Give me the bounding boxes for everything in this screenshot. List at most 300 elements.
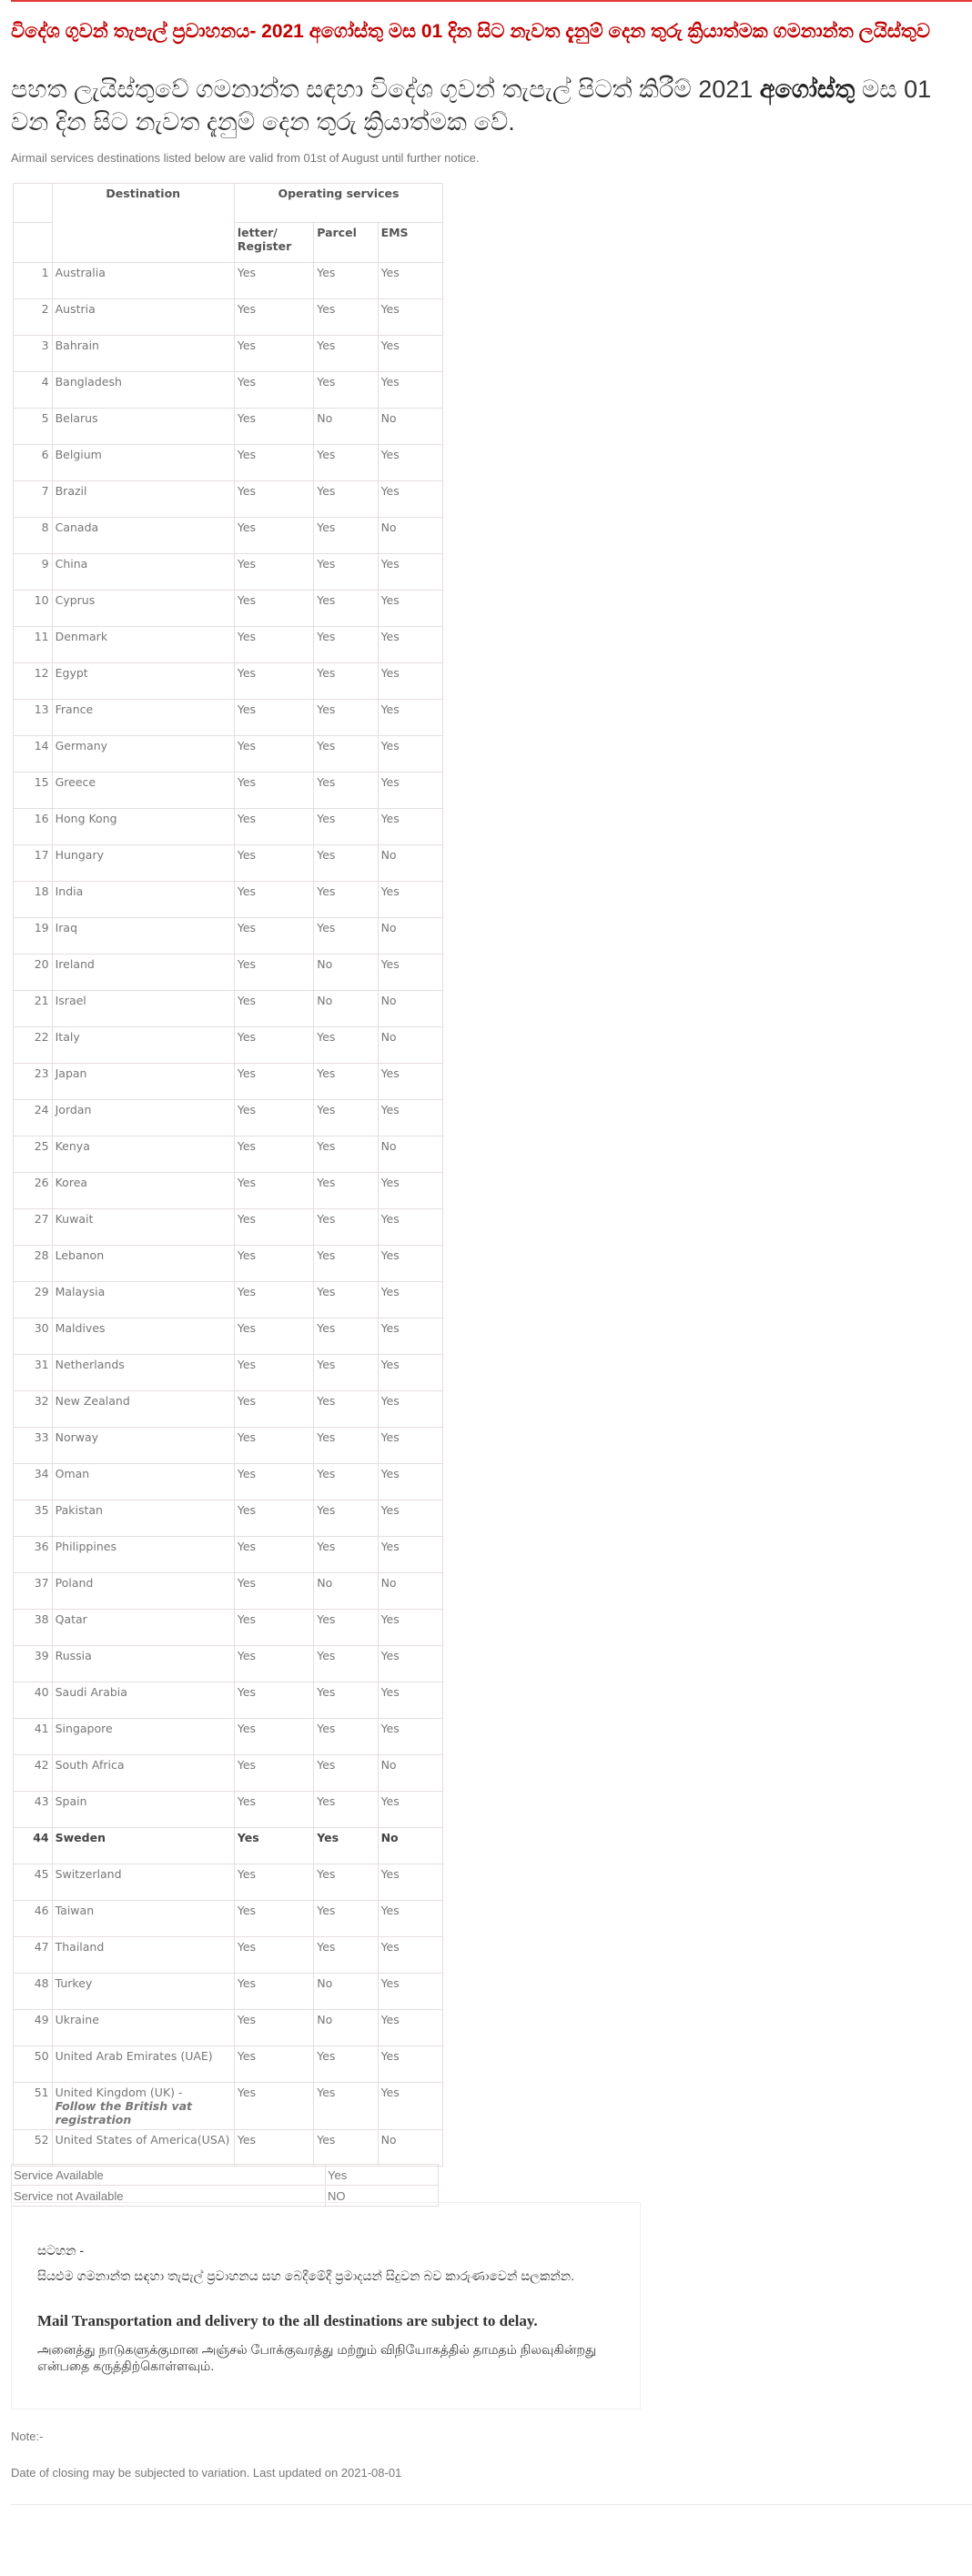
row-ems: Yes <box>378 336 442 372</box>
table-row <box>14 1646 443 1682</box>
row-ems: Yes <box>378 1610 442 1646</box>
row-ems: Yes <box>378 773 442 809</box>
row-parcel: Yes <box>314 845 378 882</box>
row-destination: Netherlands <box>52 1355 234 1391</box>
row-destination: France <box>52 700 234 736</box>
row-parcel: Yes <box>314 663 378 700</box>
row-parcel: Yes <box>314 1682 378 1719</box>
table-row <box>14 481 443 518</box>
row-destination: Israel <box>52 991 234 1027</box>
intro-text: Airmail services destinations listed below are valid from 01st of August until further notice. <box>11 151 480 165</box>
row-index: 17 <box>14 845 53 882</box>
row-letter-register: Yes <box>234 1209 313 1246</box>
row-ems: Yes <box>378 809 442 845</box>
table-row <box>14 299 443 336</box>
row-destination: New Zealand <box>52 1391 234 1428</box>
row-ems: Yes <box>378 882 442 918</box>
table-row <box>14 1974 443 2010</box>
row-ems: Yes <box>378 627 442 663</box>
row-destination: Egypt <box>52 663 234 700</box>
table-row <box>14 1537 443 1573</box>
row-destination: Saudi Arabia <box>52 1682 234 1719</box>
row-index: 38 <box>14 1610 53 1646</box>
table-row <box>14 1246 443 1282</box>
row-destination: Belgium <box>52 445 234 481</box>
row-index: 33 <box>14 1428 53 1464</box>
row-index: 49 <box>14 2010 53 2046</box>
table-body <box>14 263 443 2167</box>
row-destination: Ukraine <box>52 2010 234 2046</box>
row-parcel: Yes <box>314 554 378 591</box>
row-index: 29 <box>14 1282 53 1318</box>
row-index: 19 <box>14 918 53 955</box>
row-index: 21 <box>14 991 53 1027</box>
row-destination: Kuwait <box>52 1209 234 1246</box>
row-parcel: Yes <box>314 1209 378 1246</box>
row-ems: Yes <box>378 1682 442 1719</box>
row-destination: Korea <box>52 1173 234 1209</box>
row-ems: Yes <box>378 2010 442 2046</box>
table-row <box>14 1100 443 1136</box>
row-index: 42 <box>14 1755 53 1792</box>
row-ems: Yes <box>378 1792 442 1828</box>
row-letter-register: Yes <box>234 1173 313 1209</box>
row-parcel: Yes <box>314 1391 378 1428</box>
row-index: 5 <box>14 409 53 445</box>
table-row <box>14 263 443 299</box>
row-destination: Russia <box>52 1646 234 1682</box>
table-row <box>14 700 443 736</box>
row-ems: No <box>378 518 442 554</box>
row-parcel: No <box>314 991 378 1027</box>
row-parcel: Yes <box>314 1755 378 1792</box>
row-parcel: Yes <box>314 1464 378 1500</box>
table-row <box>14 445 443 481</box>
row-parcel: Yes <box>314 2083 378 2130</box>
row-destination: Brazil <box>52 481 234 518</box>
row-parcel: Yes <box>314 1027 378 1064</box>
row-letter-register: Yes <box>234 2083 313 2130</box>
row-letter-register: Yes <box>234 409 313 445</box>
row-index: 8 <box>14 518 53 554</box>
row-parcel: Yes <box>314 481 378 518</box>
row-parcel: Yes <box>314 1282 378 1318</box>
row-index: 35 <box>14 1500 53 1537</box>
table-row <box>14 736 443 773</box>
row-destination: Hong Kong <box>52 809 234 845</box>
row-destination: Malaysia <box>52 1282 234 1318</box>
row-letter-register: Yes <box>234 336 313 372</box>
table-row <box>14 1173 443 1209</box>
row-index: 50 <box>14 2046 53 2083</box>
row-letter-register: Yes <box>234 1428 313 1464</box>
table-row <box>14 918 443 955</box>
row-index: 18 <box>14 882 53 918</box>
row-letter-register: Yes <box>234 845 313 882</box>
header-ems: EMS <box>378 223 442 263</box>
row-parcel: Yes <box>314 627 378 663</box>
row-index: 10 <box>14 591 53 627</box>
row-parcel: Yes <box>314 1100 378 1136</box>
row-parcel: Yes <box>314 372 378 409</box>
row-letter-register: Yes <box>234 1573 313 1610</box>
row-letter-register: Yes <box>234 627 313 663</box>
notice-english: Mail Transportation and delivery to the all destinations are subject to delay. <box>37 2312 538 2329</box>
row-index: 32 <box>14 1391 53 1428</box>
row-index: 43 <box>14 1792 53 1828</box>
row-letter-register: Yes <box>234 1719 313 1755</box>
row-index: 28 <box>14 1246 53 1282</box>
table-row <box>14 1719 443 1755</box>
row-index: 51 <box>14 2083 53 2130</box>
row-parcel: No <box>314 1974 378 2010</box>
row-letter-register: Yes <box>234 1864 313 1901</box>
row-parcel: Yes <box>314 736 378 773</box>
row-destination <box>52 2083 234 2130</box>
row-parcel: Yes <box>314 1428 378 1464</box>
row-ems: Yes <box>378 1064 442 1100</box>
notice-tamil: அனைத்து நாடுகளுக்குமான அஞ்சல் போக்குவரத்து மற்றும் விநியோகத்தில் தாமதம் நிலவுகின்றது என்பதை கருத்திற்கொள்ளவும். <box>37 2342 597 2373</box>
table-row <box>14 1682 443 1719</box>
row-destination: Jordan <box>52 1100 234 1136</box>
legend-row <box>12 2165 439 2186</box>
row-ems: Yes <box>378 1355 442 1391</box>
row-ems: No <box>378 845 442 882</box>
notice-sinhala: සියළුම ගමනාන්ත සඳහා තැපැල් ප්‍රවාහනය සහ බෙදීමේදී ප්‍රමාදයන් සිදුවන බව කාරුණාවෙන් සලකන්න. <box>37 2268 574 2283</box>
row-ems: Yes <box>378 1464 442 1500</box>
table-row <box>14 627 443 663</box>
row-destination: Hungary <box>52 845 234 882</box>
row-letter-register: Yes <box>234 1755 313 1792</box>
row-parcel: Yes <box>314 2130 378 2167</box>
table-row <box>14 372 443 409</box>
row-parcel: Yes <box>314 1064 378 1100</box>
row-index: 44 <box>14 1828 53 1864</box>
row-parcel: Yes <box>314 1864 378 1901</box>
table-row <box>14 2130 443 2167</box>
row-index: 9 <box>14 554 53 591</box>
row-ems: Yes <box>378 481 442 518</box>
table-row <box>14 955 443 991</box>
row-letter-register: Yes <box>234 1646 313 1682</box>
row-ems: Yes <box>378 1209 442 1246</box>
row-ems: Yes <box>378 1937 442 1974</box>
row-ems: Yes <box>378 1719 442 1755</box>
row-destination: Norway <box>52 1428 234 1464</box>
row-letter-register: Yes <box>234 1391 313 1428</box>
top-accent-line <box>11 0 972 2</box>
row-destination: India <box>52 882 234 918</box>
row-letter-register: Yes <box>234 2130 313 2167</box>
row-letter-register: Yes <box>234 372 313 409</box>
row-index: 14 <box>14 736 53 773</box>
row-letter-register: Yes <box>234 263 313 299</box>
row-parcel: Yes <box>314 591 378 627</box>
row-index: 11 <box>14 627 53 663</box>
row-index: 34 <box>14 1464 53 1500</box>
row-index: 40 <box>14 1682 53 1719</box>
row-destination: Qatar <box>52 1610 234 1646</box>
row-ems: No <box>378 1136 442 1173</box>
table-row <box>14 2083 443 2130</box>
table-row <box>14 409 443 445</box>
header-parcel: Parcel <box>314 223 378 263</box>
row-ems: Yes <box>378 663 442 700</box>
row-parcel: Yes <box>314 299 378 336</box>
row-destination: Australia <box>52 263 234 299</box>
row-destination: Sweden <box>52 1828 234 1864</box>
row-parcel: Yes <box>314 1901 378 1937</box>
row-letter-register: Yes <box>234 773 313 809</box>
row-parcel: Yes <box>314 1719 378 1755</box>
row-parcel: Yes <box>314 336 378 372</box>
row-destination: United States of America(USA) <box>52 2130 234 2167</box>
subtitle-text: පහත ලැයිස්තුවේ ගමනාන්ත සඳහා විදේශ ගුවන් තැපැල් පිටත් කිරීම් 2021 <box>11 76 760 103</box>
row-parcel: Yes <box>314 1937 378 1974</box>
row-destination: Italy <box>52 1027 234 1064</box>
row-letter-register: Yes <box>234 1464 313 1500</box>
row-letter-register: Yes <box>234 1282 313 1318</box>
uk-vat-note: Follow the British vat registration <box>55 2099 193 2126</box>
row-ems: No <box>378 991 442 1027</box>
row-letter-register: Yes <box>234 663 313 700</box>
row-parcel: Yes <box>314 1173 378 1209</box>
table-row <box>14 663 443 700</box>
table-row <box>14 1064 443 1100</box>
row-destination: Belarus <box>52 409 234 445</box>
row-destination: Ireland <box>52 955 234 991</box>
row-destination: Kenya <box>52 1136 234 1173</box>
table-row <box>14 1901 443 1937</box>
row-destination: Taiwan <box>52 1901 234 1937</box>
row-parcel: Yes <box>314 918 378 955</box>
table-row <box>14 1610 443 1646</box>
row-ems: Yes <box>378 736 442 773</box>
row-index: 26 <box>14 1173 53 1209</box>
row-parcel: Yes <box>314 1646 378 1682</box>
legend-label: Service Available <box>12 2165 326 2186</box>
row-ems: No <box>378 1027 442 1064</box>
row-index: 3 <box>14 336 53 372</box>
header-letter-register: letter/ Register <box>234 223 313 263</box>
row-destination: Cyprus <box>52 591 234 627</box>
row-letter-register: Yes <box>234 955 313 991</box>
row-parcel: Yes <box>314 2046 378 2083</box>
last-updated-text: Date of closing may be subjected to variation. Last updated on 2021-08-01 <box>11 2466 402 2480</box>
row-destination: Singapore <box>52 1719 234 1755</box>
row-ems: Yes <box>378 700 442 736</box>
row-index: 36 <box>14 1537 53 1573</box>
row-letter-register: Yes <box>234 918 313 955</box>
row-ems: Yes <box>378 1100 442 1136</box>
subtitle-month: අගෝස්තු <box>759 76 856 103</box>
row-parcel: Yes <box>314 1136 378 1173</box>
row-letter-register: Yes <box>234 809 313 845</box>
table-row <box>14 1355 443 1391</box>
table-row <box>14 1027 443 1064</box>
row-parcel: Yes <box>314 518 378 554</box>
row-letter-register: Yes <box>234 1610 313 1646</box>
row-destination: Bahrain <box>52 336 234 372</box>
row-index: 12 <box>14 663 53 700</box>
table-row <box>14 1391 443 1428</box>
table-row <box>14 1573 443 1610</box>
row-ems: Yes <box>378 1318 442 1355</box>
row-ems: Yes <box>378 1974 442 2010</box>
table-row <box>14 1937 443 1974</box>
row-ems: Yes <box>378 1391 442 1428</box>
table-row <box>14 1828 443 1864</box>
row-parcel: No <box>314 2010 378 2046</box>
row-letter-register: Yes <box>234 1355 313 1391</box>
row-ems: Yes <box>378 955 442 991</box>
row-letter-register: Yes <box>234 1136 313 1173</box>
row-ems: Yes <box>378 1901 442 1937</box>
row-parcel: Yes <box>314 1610 378 1646</box>
row-letter-register: Yes <box>234 591 313 627</box>
row-index: 24 <box>14 1100 53 1136</box>
row-destination: Poland <box>52 1573 234 1610</box>
row-destination: Lebanon <box>52 1246 234 1282</box>
row-index: 20 <box>14 955 53 991</box>
table-row <box>14 991 443 1027</box>
row-ems: No <box>378 2130 442 2167</box>
row-letter-register: Yes <box>234 1682 313 1719</box>
row-index: 16 <box>14 809 53 845</box>
row-index: 45 <box>14 1864 53 1901</box>
table-row <box>14 1428 443 1464</box>
row-index: 4 <box>14 372 53 409</box>
row-letter-register: Yes <box>234 736 313 773</box>
table-row <box>14 773 443 809</box>
row-ems: Yes <box>378 263 442 299</box>
row-destination-name: United Kingdom (UK) - <box>55 2086 183 2099</box>
row-ems: Yes <box>378 1537 442 1573</box>
row-parcel: Yes <box>314 1246 378 1282</box>
row-letter-register: Yes <box>234 1064 313 1100</box>
row-ems: Yes <box>378 2083 442 2130</box>
page-title: විදේශ ගුවන් තැපැල් ප්‍රවාහනය- 2021 අගෝස්තු මස 01 දින සිට නැවත දැනුම් දෙන තුරු ක්‍රියාත්මක ගමනාන්ත ලයිස්තුව <box>11 21 930 42</box>
row-parcel: Yes <box>314 1537 378 1573</box>
legend-value: NO <box>326 2186 439 2207</box>
table-row <box>14 591 443 627</box>
row-destination: Bangladesh <box>52 372 234 409</box>
row-ems: Yes <box>378 1646 442 1682</box>
page-subtitle <box>11 73 957 138</box>
row-destination: Greece <box>52 773 234 809</box>
row-letter-register: Yes <box>234 554 313 591</box>
table-row <box>14 1136 443 1173</box>
header-destination: Destination <box>52 184 234 263</box>
row-index: 27 <box>14 1209 53 1246</box>
row-letter-register: Yes <box>234 518 313 554</box>
row-ems: Yes <box>378 2046 442 2083</box>
row-letter-register: Yes <box>234 700 313 736</box>
table-row <box>14 1755 443 1792</box>
row-parcel: Yes <box>314 445 378 481</box>
row-index: 47 <box>14 1937 53 1974</box>
table-row <box>14 1864 443 1901</box>
table-row <box>14 518 443 554</box>
row-index: 2 <box>14 299 53 336</box>
subtitle-text-end: මස 01 වන දින සිට නැවත දැනුම් දෙන තුරු ක්‍රියාත්මක වේ. <box>11 76 932 136</box>
table-row <box>14 809 443 845</box>
table-row <box>14 554 443 591</box>
row-index: 31 <box>14 1355 53 1391</box>
row-destination: Denmark <box>52 627 234 663</box>
row-letter-register: Yes <box>234 481 313 518</box>
row-letter-register: Yes <box>234 1100 313 1136</box>
row-letter-register: Yes <box>234 1937 313 1974</box>
row-ems: No <box>378 1828 442 1864</box>
row-destination: Pakistan <box>52 1500 234 1537</box>
row-letter-register: Yes <box>234 2046 313 2083</box>
row-index: 23 <box>14 1064 53 1100</box>
table-row <box>14 1792 443 1828</box>
row-index: 22 <box>14 1027 53 1064</box>
row-parcel: Yes <box>314 809 378 845</box>
row-ems: Yes <box>378 1282 442 1318</box>
row-ems: Yes <box>378 445 442 481</box>
row-ems: Yes <box>378 1173 442 1209</box>
table-row <box>14 845 443 882</box>
row-letter-register: Yes <box>234 882 313 918</box>
row-ems: Yes <box>378 554 442 591</box>
row-parcel: Yes <box>314 1828 378 1864</box>
row-letter-register: Yes <box>234 1027 313 1064</box>
row-parcel: No <box>314 1573 378 1610</box>
row-parcel: Yes <box>314 882 378 918</box>
row-ems: No <box>378 1755 442 1792</box>
row-parcel: Yes <box>314 1792 378 1828</box>
row-index: 6 <box>14 445 53 481</box>
row-index: 13 <box>14 700 53 736</box>
row-index: 52 <box>14 2130 53 2167</box>
row-letter-register: Yes <box>234 1246 313 1282</box>
row-destination: Japan <box>52 1064 234 1100</box>
row-parcel: Yes <box>314 263 378 299</box>
table-row <box>14 1282 443 1318</box>
table-row <box>14 1209 443 1246</box>
row-parcel: Yes <box>314 773 378 809</box>
row-destination: China <box>52 554 234 591</box>
row-parcel: Yes <box>314 1500 378 1537</box>
row-index: 41 <box>14 1719 53 1755</box>
row-parcel: No <box>314 955 378 991</box>
row-ems: Yes <box>378 372 442 409</box>
row-index: 46 <box>14 1901 53 1937</box>
row-parcel: No <box>314 409 378 445</box>
row-letter-register: Yes <box>234 1792 313 1828</box>
legend-label: Service not Available <box>12 2186 326 2207</box>
row-destination: Austria <box>52 299 234 336</box>
row-index: 30 <box>14 1318 53 1355</box>
row-destination: South Africa <box>52 1755 234 1792</box>
notice-heading: සටහන - <box>37 2243 85 2258</box>
header-index-2 <box>14 223 53 263</box>
table-row <box>14 1500 443 1537</box>
row-letter-register: Yes <box>234 1901 313 1937</box>
row-destination: Maldives <box>52 1318 234 1355</box>
note-label: Note:- <box>11 2430 44 2443</box>
row-index: 25 <box>14 1136 53 1173</box>
row-letter-register: Yes <box>234 991 313 1027</box>
table-row <box>14 336 443 372</box>
row-letter-register: Yes <box>234 1828 313 1864</box>
row-ems: Yes <box>378 1500 442 1537</box>
row-destination: Oman <box>52 1464 234 1500</box>
table-row <box>14 1318 443 1355</box>
